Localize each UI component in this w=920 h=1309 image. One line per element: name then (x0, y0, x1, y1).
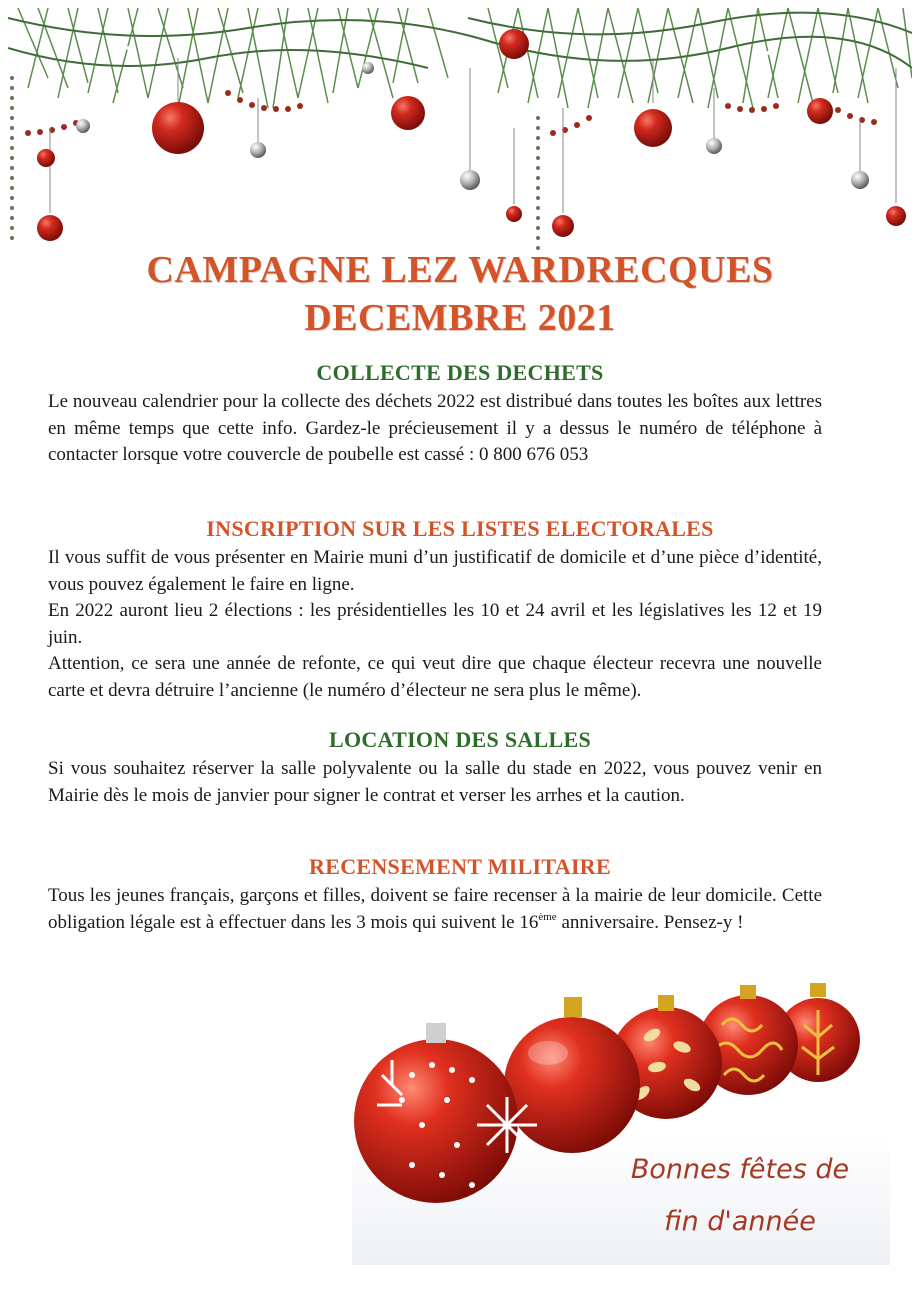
page-title-line-1: CAMPAGNE LEZ WARDRECQUES (146, 249, 774, 291)
greeting-line-2: fin d'année (664, 1206, 816, 1237)
page-title-line-2: DECEMBRE 2021 (304, 297, 616, 339)
greeting-line-1: Bonnes fêtes de (630, 1154, 850, 1185)
paragraph: En 2022 auront lieu 2 élections : les présidentielles les 10 et 24 avril et les législatives les 12 et 19 juin. (48, 600, 822, 648)
section-body-recensement (48, 883, 822, 936)
section-title-recensement: RECENSEMENT MILITAIRE (309, 854, 611, 879)
section-body-inscription (48, 545, 822, 704)
section-title-inscription: INSCRIPTION SUR LES LISTES ELECTORALES (206, 516, 714, 541)
text: anniversaire. Pensez-y ! (556, 911, 744, 933)
paragraph: Attention, ce sera une année de refonte, ce qui veut dire que chaque électeur recevra une nouvelle carte et devra détruire l’ancienne (le numéro d’électeur ne sera plus le même). (48, 653, 822, 701)
paragraph (48, 883, 822, 936)
paragraph: Il vous suffit de vous présenter en Mairie muni d’un justificatif de domicile et d’une pièce d’identité, vous pouvez également le faire en ligne. (48, 547, 822, 595)
section-title-location: LOCATION DES SALLES (328, 727, 592, 752)
superscript: ème (538, 910, 557, 923)
paragraph: Si vous souhaitez réserver la salle polyvalente ou la salle du stade en 2022, vous pouvez venir en Mairie dès le mois de janvier pour signer le contrat et verser les arrhes et la caution. (48, 758, 822, 806)
christmas-garland-image (8, 8, 912, 258)
text: Tous les jeunes français, garçons et filles, doivent se faire recenser à la mairie de leur domicile. Cette obligation légale est à effectuer dans les 3 mois qui suivent le 16 (48, 885, 822, 933)
section-body-collecte (48, 389, 822, 469)
paragraph: Le nouveau calendrier pour la collecte des déchets 2022 est distribué dans toutes les boîtes aux lettres en même temps que cette info. Gardez-le précieusement il y a dessus le numéro de téléphone à contacter lorsque votre couvercle de poubelle est cassé : 0 800 676 053 (48, 391, 822, 465)
section-title-collecte: COLLECTE DES DECHETS (316, 360, 604, 385)
section-body-location (48, 756, 822, 809)
